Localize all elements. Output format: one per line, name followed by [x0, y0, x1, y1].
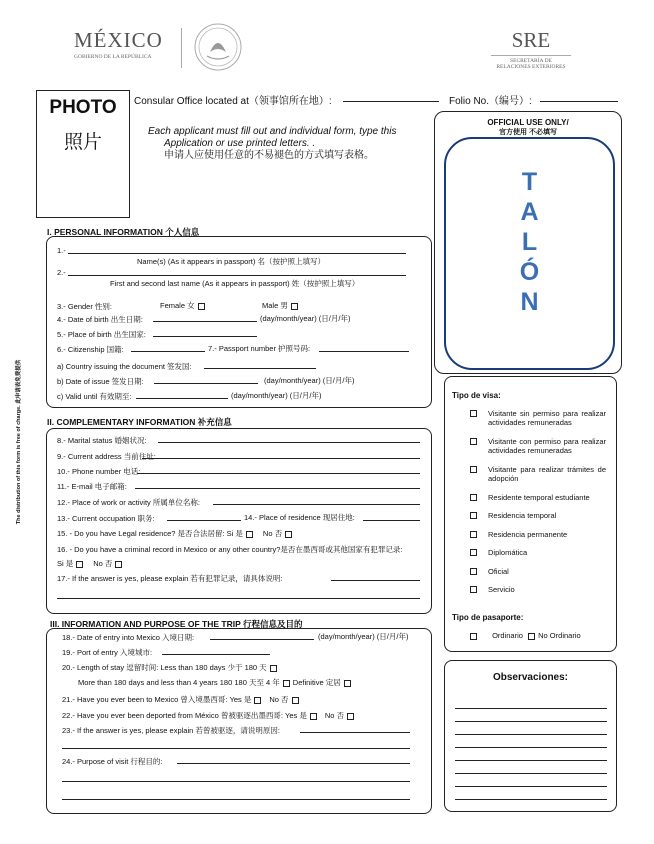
criminal-label: 16. - Do you have a criminal record in Mexico or any other country?是否在墨西哥或其他国家有犯罪记录: [57, 545, 403, 554]
talon-box[interactable] [444, 137, 615, 370]
purpose-field[interactable] [177, 756, 410, 764]
consular-office-label: Consular Office located at（领事馆所在地）: [134, 96, 332, 107]
pob-label: 5.- Place of birth 出生国家: [57, 330, 146, 339]
folio-label: Folio No.（编号）: [449, 96, 532, 107]
talon-letter: A [520, 198, 539, 226]
section3-title: III. INFORMATION AND PURPOSE OF THE TRIP 行程信息及目的 [50, 619, 303, 629]
work-label: 12.- Place of work or activity 所属单位名称: [57, 498, 200, 507]
explain-field[interactable] [331, 573, 420, 581]
ordinario-checkbox[interactable] [470, 633, 477, 640]
photo-label: PHOTO [49, 97, 117, 118]
been-label: 21.- Have you ever been to Mexico 曾入境墨西哥: Yes 是 [62, 695, 252, 704]
male-checkbox[interactable] [291, 303, 298, 310]
photo-box[interactable] [36, 90, 130, 218]
name-caption: Name(s) (As it appears in passport) 名（按护照上填写） [137, 257, 325, 266]
consular-office-field[interactable] [343, 94, 439, 102]
valid-until-label: c) Valid until 有效期至: [57, 392, 132, 401]
instructions-line3: 申请人应使用任意的不易褪色的方式填写表格。 [164, 150, 374, 161]
observaciones-line[interactable] [455, 774, 607, 787]
sre-logo [486, 28, 576, 73]
visa-checkbox[interactable] [470, 466, 477, 473]
observaciones-line[interactable] [455, 696, 607, 709]
sre-title: SRE [511, 28, 551, 52]
entry-date-format: (day/month/year) (日/月/年) [318, 632, 409, 641]
criminal-no-label: No 否 [93, 559, 113, 568]
female-option[interactable] [160, 301, 208, 310]
mexico-subtitle: GOBIERNO DE LA REPÚBLICA [74, 54, 152, 60]
stay-more-checkbox[interactable] [283, 680, 290, 687]
photo-label-zh: 照片 [63, 132, 102, 153]
definitive-label: Definitive 定居 [292, 678, 341, 687]
visa-checkbox[interactable] [470, 438, 477, 445]
been-row [62, 694, 302, 705]
observaciones-line[interactable] [455, 748, 607, 761]
observaciones-line[interactable] [455, 787, 607, 800]
talon-letter: N [520, 288, 539, 316]
purpose-field-3[interactable] [62, 792, 410, 800]
observaciones-lines [455, 696, 607, 800]
pob-field[interactable] [153, 329, 257, 337]
observaciones-title: Observaciones: [492, 672, 569, 683]
male-option[interactable] [262, 301, 301, 310]
entry-date-field[interactable] [210, 632, 314, 640]
instructions-line2: Application or use printed letters. . [164, 138, 316, 149]
dob-label: 4.- Date of birth 出生日期: [57, 315, 143, 324]
instructions-line1: Each applicant must fill out and individual form, type this [148, 126, 397, 137]
ordinario-label: Ordinario [492, 631, 523, 640]
citizenship-label: 6.- Citizenship 国籍: [57, 345, 124, 354]
visa-option-label: Oficial [488, 567, 509, 576]
deported-no-label: No 否 [324, 711, 344, 720]
passport-field[interactable] [319, 344, 409, 352]
no-ordinario-label: No Ordinario [538, 631, 581, 640]
marital-label: 8.- Marital status 婚姻状况: [57, 436, 147, 445]
legal-residence-label: 15. - Do you have Legal residence? 是否合法居留: Si 是 [57, 529, 243, 538]
legal-no-label: No 否 [262, 529, 283, 538]
visa-option-label: Visitante con permiso para realizar actividades remuneradas [488, 437, 606, 455]
official-title: OFFICIAL USE ONLY/ [487, 118, 569, 127]
been-no-label: No 否 [269, 695, 289, 704]
criminal-no-checkbox[interactable] [115, 561, 122, 568]
field2-num: 2.- [57, 268, 66, 277]
valid-until-field[interactable] [136, 391, 228, 399]
date-issue-format: (day/month/year) (日/月/年) [264, 376, 355, 385]
visa-option-label: Visitante para realizar trámites de adopción [488, 465, 606, 483]
visa-option-label: Diplomática [488, 548, 528, 557]
purpose-label: 24.- Purpose of visit 行程目的: [62, 757, 163, 766]
visa-checkbox[interactable] [470, 410, 477, 417]
visa-checkbox[interactable] [470, 531, 477, 538]
visa-option-label: Residente temporal estudiante [488, 493, 590, 502]
explain-label: 17.- If the answer is yes, please explain 若有犯罪记录，请具体说明: [57, 574, 283, 583]
visa-checkbox[interactable] [470, 512, 477, 519]
deported-label: 22.- Have you ever been deported from México 曾被驱逐出墨西哥: Yes 是 [62, 711, 307, 720]
passport-type-options [470, 631, 581, 640]
visa-option-label: Visitante sin permiso para realizar actividades remuneradas [488, 409, 606, 427]
criminal-si-label: Si 是 [57, 559, 74, 568]
port-label: 19.- Port of entry 入境城市: [62, 648, 153, 657]
been-yes-checkbox[interactable] [254, 697, 261, 704]
visa-checkbox[interactable] [470, 494, 477, 501]
explain3-field-2[interactable] [62, 741, 410, 749]
passport-type-title: Tipo de pasaporte: [452, 613, 524, 622]
folio-field[interactable] [540, 94, 618, 102]
occupation-field[interactable] [167, 513, 241, 521]
field1-num: 1.- [57, 246, 66, 255]
port-field[interactable] [162, 647, 270, 655]
date-issue-field[interactable] [154, 376, 258, 384]
no-ordinario-checkbox[interactable] [528, 633, 535, 640]
sre-subtitle-1: SECRETARÍA DE [510, 58, 552, 64]
side-note: The distribution of this form is free of charge. 此申请表免费提供 [16, 359, 22, 525]
dob-format: (day/month/year) (日/月/年) [260, 314, 351, 323]
stay-less-checkbox[interactable] [270, 665, 277, 672]
explain3-label: 23.- If the answer is yes, please explain 若曾被驱逐，请说明原因: [62, 726, 280, 735]
visa-option-label: Servicio [488, 585, 515, 594]
sre-subtitle-2: RELACIONES EXTERIORES [496, 64, 566, 70]
been-no-checkbox[interactable] [292, 697, 299, 704]
observaciones-line[interactable] [455, 735, 607, 748]
talon-letter: T [521, 168, 538, 196]
work-field[interactable] [213, 497, 420, 505]
observaciones-line[interactable] [455, 722, 607, 735]
gender-label: 3.- Gender 性别: [57, 302, 113, 311]
lastname-field[interactable] [68, 268, 406, 276]
explain3-field[interactable] [300, 725, 410, 733]
country-issue-field[interactable] [204, 361, 316, 369]
residence-label: 14.- Place of residence 现居住地: [244, 513, 355, 522]
marital-field[interactable] [158, 435, 420, 443]
name-field[interactable] [68, 246, 406, 254]
legal-yes-checkbox[interactable] [246, 531, 253, 538]
mexico-title: MÉXICO [74, 28, 163, 52]
deported-row [62, 710, 357, 721]
entry-date-label: 18.- Date of entry into Mexico 入境日期: [62, 633, 195, 642]
visa-checkbox[interactable] [470, 549, 477, 556]
address-label: 9.- Current address 当前住址: [57, 452, 156, 461]
definitive-checkbox[interactable] [344, 680, 351, 687]
visa-option-label: Residencia temporal [488, 511, 557, 520]
passport-label: 7.- Passport number 护照号码: [208, 344, 311, 353]
deported-yes-checkbox[interactable] [310, 713, 317, 720]
criminal-yes-checkbox[interactable] [76, 561, 83, 568]
date-issue-label: b) Date of issue 签发日期: [57, 377, 144, 386]
official-title-zh: 官方使用 不必填写 [499, 129, 557, 136]
talon-letter: Ó [519, 258, 540, 286]
legal-no-checkbox[interactable] [285, 531, 292, 538]
visa-title: Tipo de visa: [452, 391, 501, 400]
talon-letters [446, 167, 613, 317]
female-label: Female 女 [160, 301, 195, 310]
explain-field-2[interactable] [57, 591, 420, 599]
occupation-label: 13.- Current occupation 职务: [57, 514, 155, 523]
mexico-logo [74, 28, 174, 68]
phone-field[interactable] [137, 466, 420, 474]
talon-letter: L [521, 228, 538, 256]
address-field[interactable] [142, 451, 420, 459]
citizenship-field[interactable] [131, 344, 205, 352]
observaciones-line[interactable] [455, 761, 607, 774]
visa-checkbox[interactable] [470, 586, 477, 593]
lastname-caption: First and second last name (As it appears in passport) 姓（按护照上填写） [110, 279, 360, 288]
stay-label: 20.- Length of stay 逗留时间: Less than 180 days 少于 180 天 [62, 663, 267, 672]
deported-no-checkbox[interactable] [347, 713, 354, 720]
visa-checkbox[interactable] [470, 568, 477, 575]
residence-field[interactable] [363, 513, 420, 521]
dob-field[interactable] [153, 314, 257, 322]
stay-row [62, 662, 280, 673]
stay2-label: More than 180 days and less than 4 years 180 180 天至 4 年 [78, 678, 280, 687]
valid-until-format: (day/month/year) (日/月/年) [231, 391, 322, 400]
criminal-options [57, 558, 125, 569]
phone-label: 10.- Phone number 电话: [57, 467, 141, 476]
observaciones-line[interactable] [455, 709, 607, 722]
legal-residence [57, 528, 295, 539]
divider [181, 28, 182, 68]
instructions [138, 126, 438, 162]
eagle-seal-icon [193, 22, 243, 72]
stay-row-2 [78, 677, 354, 688]
country-issue-label: a) Country issuing the document 签发国: [57, 362, 192, 371]
visa-option-label: Residencia permanente [488, 530, 568, 539]
female-checkbox[interactable] [198, 303, 205, 310]
email-label: 11.- E-mail 电子邮箱: [57, 482, 127, 491]
email-field[interactable] [135, 481, 420, 489]
purpose-field-2[interactable] [62, 774, 410, 782]
section2-title: II. COMPLEMENTARY INFORMATION 补充信息 [47, 417, 232, 427]
male-label: Male 男 [262, 301, 288, 310]
section1-title: I. PERSONAL INFORMATION 个人信息 [47, 227, 200, 237]
